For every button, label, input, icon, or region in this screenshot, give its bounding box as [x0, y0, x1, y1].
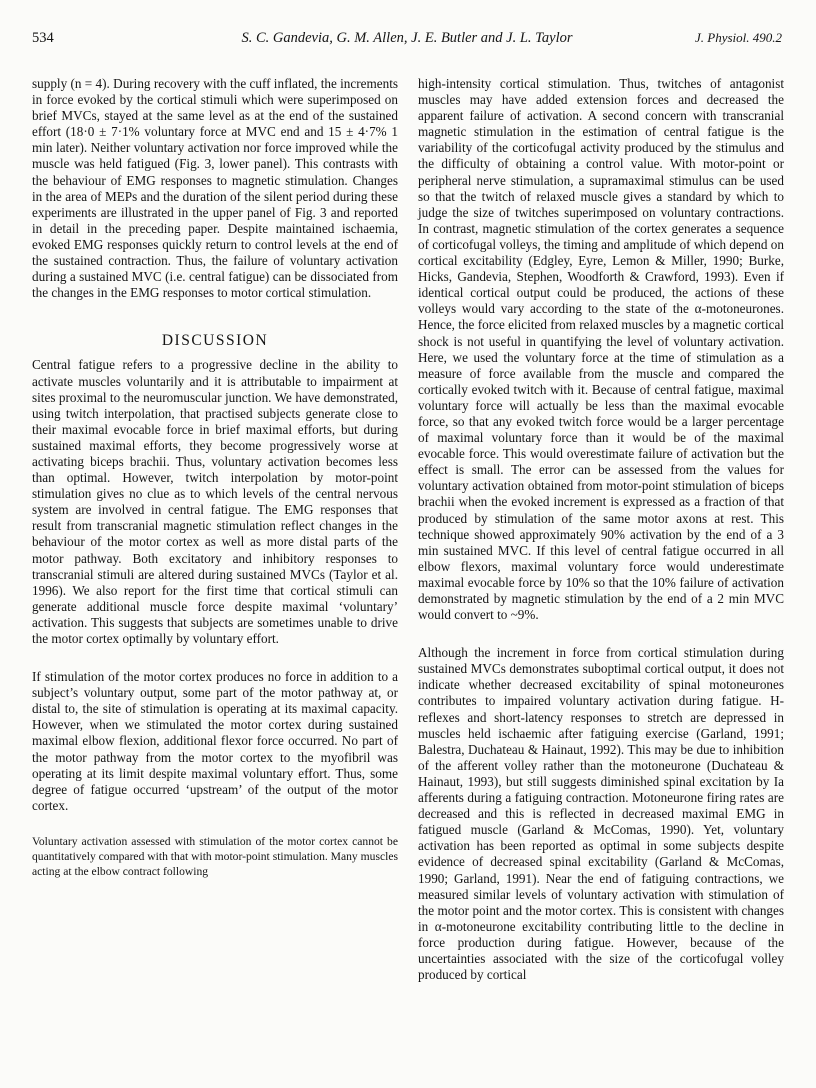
- journal-reference: J. Physiol. 490.2: [694, 30, 782, 45]
- section-heading-discussion: DISCUSSION: [161, 332, 269, 350]
- body-paragraph: high-intensity cortical stimulation. Thus, twitches of antagonist muscles may have added extension forces and decreased the apparent failure of activation. A second concern with transcranial magnetic stimulation in the estimation of central fatigue is the variability of the corticofugal activity produced by the stimulus and the difficulty of obtaining a control value. With motor-point or peripheral nerve stimulation, a supramaximal stimulus can be used so that the twitch of relaxed muscle gives a standard by which to judge the size of twitches superimposed on voluntary contractions. In contrast, magnetic stimulation of the cortex generates a sequence of corticofugal volleys, the timing and amplitude of which depend on cortical excitability (Edgley, Eyre, Lemon & Miller, 1990; Burke, Hicks, Gandevia, Stephen, Woodforth & Crawford, 1993). Even if identical cortical output could be produced, the actions of these volleys would vary according to the state of the α-motoneurones. Hence, the force elicited from relaxed muscles by a magnetic cortical shock is not useful in quantifying the level of voluntary activation. Here, we used the voluntary force at the time of stimulation as a measure of force available from the muscle and compared the cortically evoked twitch with it. Because of central fatigue, maximal voluntary force will actually be less than the maximal evocable force, so that any evoked twitch force would be a larger percentage of maximal voluntary force than it would be of the maximal evocable force. This would overestimate failure of activation but the effect is small. The error can be assessed from the values for voluntary activation obtained from motor-point stimulation of biceps brachii when the evoked increment is expressed as a fraction of that produced by stimulation of the same motor axons at rest. This technique showed approximately 90% activation by the end of a 3 min sustained MVC. If this level of central fatigue occurred in all elbow flexors, maximal voluntary force would underestimate maximal evocable force by 10% so that the 10% failure of activation demonstrated by magnetic stimulation by the end of a 2 min MVC would convert to ~9%.: [418, 76, 784, 623]
- body-paragraph: Central fatigue refers to a progressive decline in the ability to activate muscles voluntarily and it is attributable to impairment at sites proximal to the neuromuscular junction. We have demonstrated, using twitch interpolation, that practised subjects generate close to their maximal evocable force in brief maximal efforts, but during sustained maximal efforts, they become progressively worse at activating biceps brachii. Thus, voluntary activation becomes less than optimal. However, twitch interpolation by motor-point stimulation gives no clue as to which levels of the central nervous system are involved in central fatigue. The EMG responses that result from transcranial magnetic stimulation reflect changes in the behaviour of the motor cortex as well as more distal parts of the motor pathway. Both excitatory and inhibitory responses to transcranial stimuli are altered during sustained MVCs (Taylor et al. 1996). We also report for the first time that cortical stimuli can generate additional muscle force despite maximal ‘voluntary’ activation. This suggests that subjects are sometimes unable to drive the motor cortex optimally by voluntary effort.: [32, 357, 398, 646]
- right-column: [418, 76, 784, 983]
- body-paragraph: supply (n = 4). During recovery with the cuff inflated, the increments in force evoked by the cortical stimuli which were superimposed on brief MVCs, stayed at the same level as at the end of the sustained effort (18·0 ± 7·1% voluntary force at MVC end and 15 ± 4·7% 1 min later). Neither voluntary activation nor force improved while the muscle was held fatigued (Fig. 3, lower panel). This contrasts with the behaviour of EMG responses to magnetic stimulation. Changes in the area of MEPs and the duration of the silent period during these experiments are illustrated in the upper panel of Fig. 3 and reported in detail in the preceding paper. Despite maintained ischaemia, evoked EMG responses quickly return to control levels at the end of the sustained contraction. Thus, the failure of voluntary activation during a sustained MVC (i.e. central fatigue) can be dissociated from the changes in the EMG responses to motor cortical stimulation.: [32, 76, 398, 301]
- left-column: [32, 76, 398, 879]
- body-paragraph: If stimulation of the motor cortex produces no force in addition to a subject’s voluntary output, some part of the motor pathway at, or distal to, the site of stimulation is operating at its maximal capacity. However, when we stimulated the motor cortex during sustained maximal elbow flexion, additional flexor force occurred. No part of the motor pathway from the motor cortex to the myofibril was operating at its limit despite maximal voluntary effort. Thus, some degree of fatigue occurred ‘upstream’ of the output of the motor cortex.: [32, 669, 398, 813]
- page-number: 534: [32, 30, 54, 46]
- body-paragraph-small: Voluntary activation assessed with stimulation of the motor cortex cannot be quantitatively compared with that with motor-point stimulation. Many muscles acting at the elbow contract following: [32, 834, 398, 878]
- body-paragraph: Although the increment in force from cortical stimulation during sustained MVCs demonstrates suboptimal cortical output, it does not indicate whether decreased excitability of spinal motoneurones contributes to impaired voluntary activation during fatigue. H-reflexes and short-latency responses to stretch are depressed in muscles held ischaemic after fatiguing exercise (Garland, 1991; Balestra, Duchateau & Hainaut, 1992). This may be due to inhibition of the afferent volley rather than the motoneurone (Duchateau & Hainaut, 1993), but still suggests diminished spinal excitation by Ia afferents during a fatiguing contraction. Motoneurone firing rates are decreased and this is reflected in decreased maximal EMG in fatigued muscle (Garland & McComas, 1990). Yet, voluntary activation has been reported as optimal in some subjects despite evidence of decreased spinal excitability (Garland & McComas, 1990; Garland, 1991). Near the end of fatiguing contractions, we measured similar levels of voluntary activation with stimulation of the motor point and the motor cortex. This is consistent with changes in α-motoneurone excitability contributing little to the decline in force production during fatigue. However, because of the uncertainties associated with the size of the corticofugal volley produced by cortical: [418, 645, 784, 983]
- page-header: [32, 30, 782, 52]
- running-head-authors: S. C. Gandevia, G. M. Allen, J. E. Butler and J. L. Taylor: [241, 30, 573, 46]
